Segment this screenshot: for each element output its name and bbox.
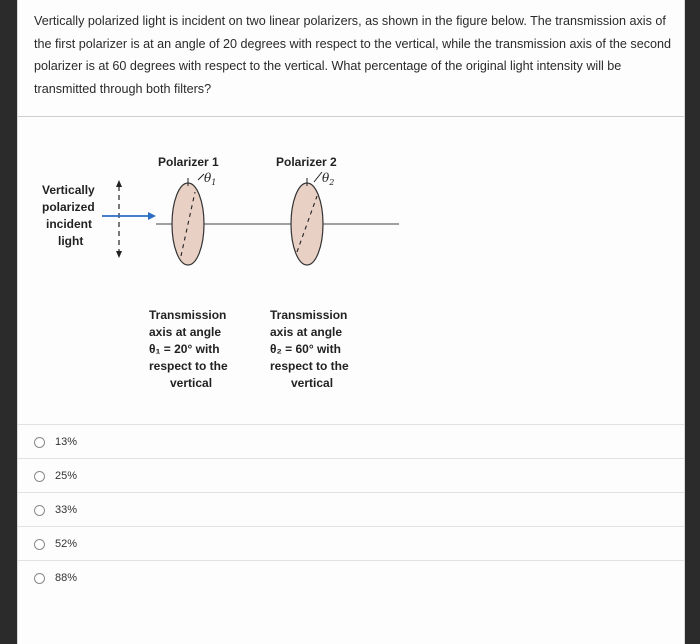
- polarizer1-caption-line5: vertical: [170, 376, 213, 390]
- option-25[interactable]: [18, 458, 684, 493]
- divider: [18, 116, 684, 117]
- polarizer1-title: Polarizer 1: [158, 155, 219, 169]
- polarizer1-lens: [172, 178, 204, 265]
- polarizer2-axis-stub: [314, 172, 322, 182]
- polarizer1-caption-line1: Transmission: [149, 308, 227, 322]
- polarizer2-caption-line5: vertical: [291, 376, 334, 390]
- radio-button[interactable]: [34, 437, 45, 448]
- option-label: 33%: [55, 504, 78, 516]
- polarizer2-title: Polarizer 2: [276, 155, 337, 169]
- radio-button[interactable]: [34, 539, 45, 550]
- radio-button[interactable]: [34, 471, 45, 482]
- polarizer1-caption-line3: θ₁ = 20° with: [149, 342, 220, 356]
- option-88[interactable]: [18, 560, 684, 595]
- polarizer2-caption-line3: θ₂ = 60° with: [270, 342, 341, 356]
- polarizer-figure: [18, 120, 684, 420]
- incident-label-line2: polarized: [42, 200, 95, 214]
- polarizer1-angle-label: $\theta_1$: [204, 171, 217, 187]
- option-label: 25%: [55, 470, 78, 482]
- polarizer2-lens: [291, 178, 323, 265]
- incident-label-line4: light: [58, 234, 84, 248]
- option-label: 52%: [55, 538, 78, 550]
- polarizer2-caption-line2: axis at angle: [270, 325, 343, 339]
- radio-button[interactable]: [34, 505, 45, 516]
- question-text: Vertically polarized light is incident on two linear polarizers, as shown in the figure below. The transmission axis of the first polarizer is at an angle of 20 degrees with respect to the vertical, while the transmission axis of the second polarizer is at 60 degrees with respect to the vertical. What percentage of the original light intensity will be transmitted through both filters?: [34, 14, 672, 96]
- polarizer2-caption-line4: respect to the: [270, 359, 349, 373]
- polarizer1-caption-line2: axis at angle: [149, 325, 222, 339]
- option-label: 88%: [55, 572, 78, 584]
- polarizer1-caption-line4: respect to the: [149, 359, 228, 373]
- propagation-arrow: [102, 212, 156, 220]
- incident-label-line1: Vertically: [42, 183, 95, 197]
- radio-button[interactable]: [34, 573, 45, 584]
- option-33[interactable]: [18, 492, 684, 527]
- polarizer2-angle-label: $\theta_2$: [322, 171, 335, 187]
- option-52[interactable]: [18, 526, 684, 561]
- vertical-polarization-arrow: [116, 180, 122, 258]
- option-13[interactable]: [18, 424, 684, 459]
- option-label: 13%: [55, 436, 78, 448]
- polarizer2-caption-line1: Transmission: [270, 308, 348, 322]
- incident-label-line3: incident: [46, 217, 93, 231]
- question-card: [17, 0, 685, 644]
